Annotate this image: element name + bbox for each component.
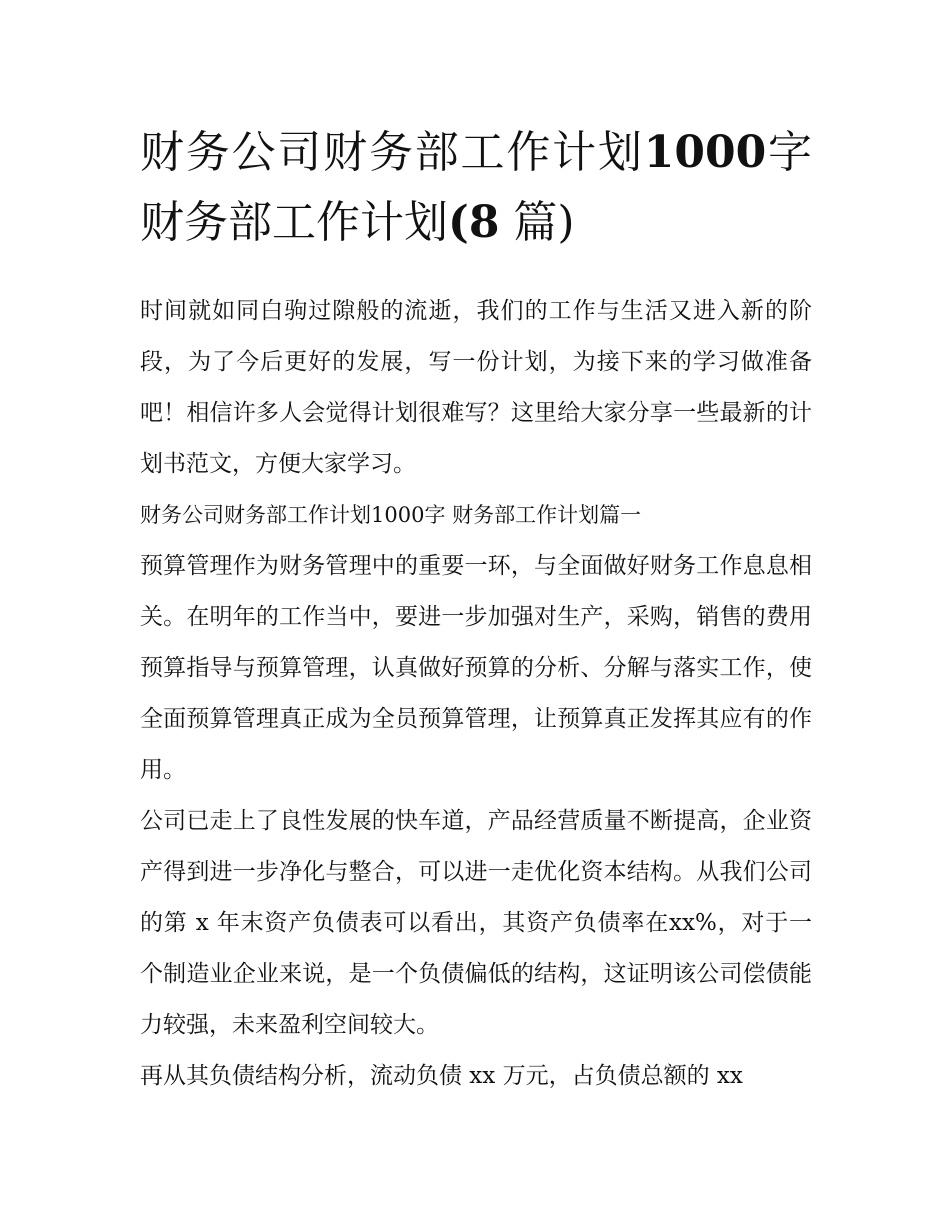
title-part-1: 财务公司财务部工作计划 xyxy=(140,127,644,178)
body-paragraph: 公司已走上了良性发展的快车道，产品经营质量不断提高，企业资产得到进一步净化与整合，可以进一走优化资本结构。从我们公司的第 x 年末资产负债表可以看出，其资产负债率在xx%，对于一个制造业企业来说，是一个负债偏低的结构，这证明该公司偿债能力较强，未来盈利空间较大。 xyxy=(140,808,812,1038)
title-number: 1000 xyxy=(643,127,767,178)
body-paragraph: 再从其负债结构分析，流动负债 xx 万元，占负债总额的 xx xyxy=(140,1063,743,1089)
document-page xyxy=(140,118,812,1102)
title-part-3: (8 xyxy=(448,197,500,248)
intro-paragraph: 时间就如同白驹过隙般的流逝，我们的工作与生活又进入新的阶段，为了今后更好的发展，写一份计划，为接下来的学习做准备吧！相信许多人会觉得计划很难写？这里给大家分享一些最新的计划书范文，方便大家学习。 xyxy=(140,298,812,477)
document-title xyxy=(140,118,812,258)
section-heading: 财务公司财务部工作计划1000字 财务部工作计划篇一 xyxy=(140,503,642,527)
body-paragraph: 预算管理作为财务管理中的重要一环，与全面做好财务工作息息相关。在明年的工作当中，要进一步加强对生产，采购，销售的费用预算指导与预算管理，认真做好预算的分析、分解与落实工作，使全面预算管理真正成为全员预算管理，让预算真正发挥其应有的作用。 xyxy=(140,553,812,783)
title-part-4: 篇) xyxy=(499,197,575,248)
title-part-2: 字 财务部工作计划 xyxy=(140,127,813,248)
